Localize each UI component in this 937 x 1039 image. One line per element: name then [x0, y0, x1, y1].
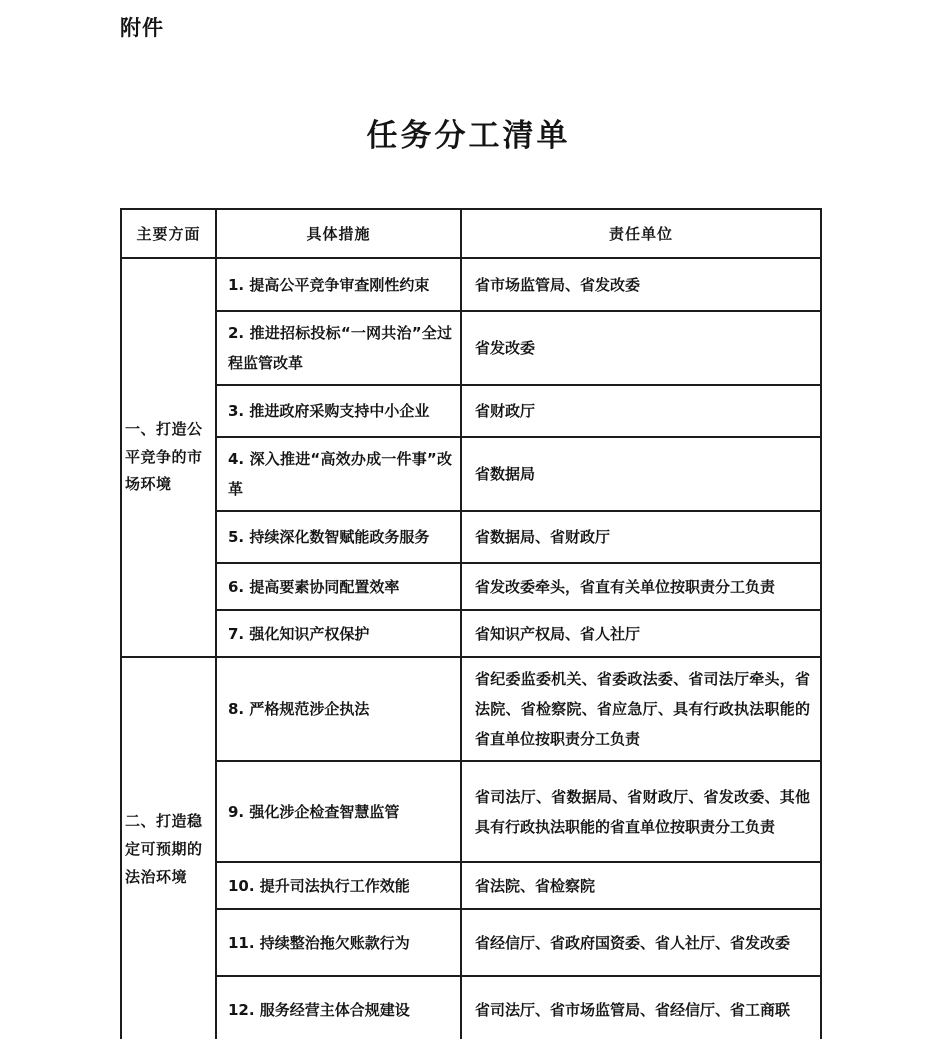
- unit-cell: 省财政厅: [461, 385, 821, 437]
- measure-cell: 5. 持续深化数智赋能政务服务: [216, 511, 461, 563]
- page-title: 任务分工清单: [366, 118, 571, 154]
- header-specific-measures: 具体措施: [216, 209, 461, 258]
- header-responsible-units: 责任单位: [461, 209, 821, 258]
- measure-cell: 3. 推进政府采购支持中小企业: [216, 385, 461, 437]
- unit-cell: 省发改委: [461, 311, 821, 385]
- table-row: [121, 657, 821, 761]
- measure-cell: 9. 强化涉企检查智慧监管: [216, 761, 461, 862]
- unit-cell: 省法院、省检察院: [461, 862, 821, 909]
- table-row: [121, 563, 821, 610]
- table-row: [121, 311, 821, 385]
- unit-cell: 省经信厅、省政府国资委、省人社厅、省发改委: [461, 909, 821, 976]
- table-row: [121, 862, 821, 909]
- table-row: [121, 511, 821, 563]
- measure-cell: 7. 强化知识产权保护: [216, 610, 461, 657]
- measure-cell: 8. 严格规范涉企执法: [216, 657, 461, 761]
- unit-cell: 省数据局、省财政厅: [461, 511, 821, 563]
- unit-cell: 省市场监管局、省发改委: [461, 258, 821, 311]
- aspect-cell: 一、打造公平竞争的市场环境: [121, 258, 216, 657]
- unit-cell: 省发改委牵头，省直有关单位按职责分工负责: [461, 563, 821, 610]
- measure-cell: 6. 提高要素协同配置效率: [216, 563, 461, 610]
- table-row: [121, 976, 821, 1039]
- unit-cell: 省知识产权局、省人社厅: [461, 610, 821, 657]
- table-row: [121, 909, 821, 976]
- measure-cell: 1. 提高公平竞争审查刚性约束: [216, 258, 461, 311]
- table-row: [121, 258, 821, 311]
- aspect-cell: 二、打造稳定可预期的法治环境: [121, 657, 216, 1039]
- measure-cell: 11. 持续整治拖欠账款行为: [216, 909, 461, 976]
- unit-cell: 省纪委监委机关、省委政法委、省司法厅牵头，省法院、省检察院、省应急厅、具有行政执法职能的省直单位按职责分工负责: [461, 657, 821, 761]
- measure-cell: 2. 推进招标投标“一网共治”全过程监管改革: [216, 311, 461, 385]
- table-row: [121, 761, 821, 862]
- unit-cell: 省司法厅、省数据局、省财政厅、省发改委、其他具有行政执法职能的省直单位按职责分工负责: [461, 761, 821, 862]
- unit-cell: 省数据局: [461, 437, 821, 511]
- task-table: [120, 208, 822, 1039]
- unit-cell: 省司法厅、省市场监管局、省经信厅、省工商联: [461, 976, 821, 1039]
- table-row: [121, 610, 821, 657]
- measure-cell: 10. 提升司法执行工作效能: [216, 862, 461, 909]
- header-main-aspect: 主要方面: [121, 209, 216, 258]
- measure-cell: 4. 深入推进“高效办成一件事”改革: [216, 437, 461, 511]
- table-row: [121, 385, 821, 437]
- attachment-label: 附件: [120, 16, 164, 40]
- measure-cell: 12. 服务经营主体合规建设: [216, 976, 461, 1039]
- table-row: [121, 437, 821, 511]
- table-header-row: [121, 209, 821, 258]
